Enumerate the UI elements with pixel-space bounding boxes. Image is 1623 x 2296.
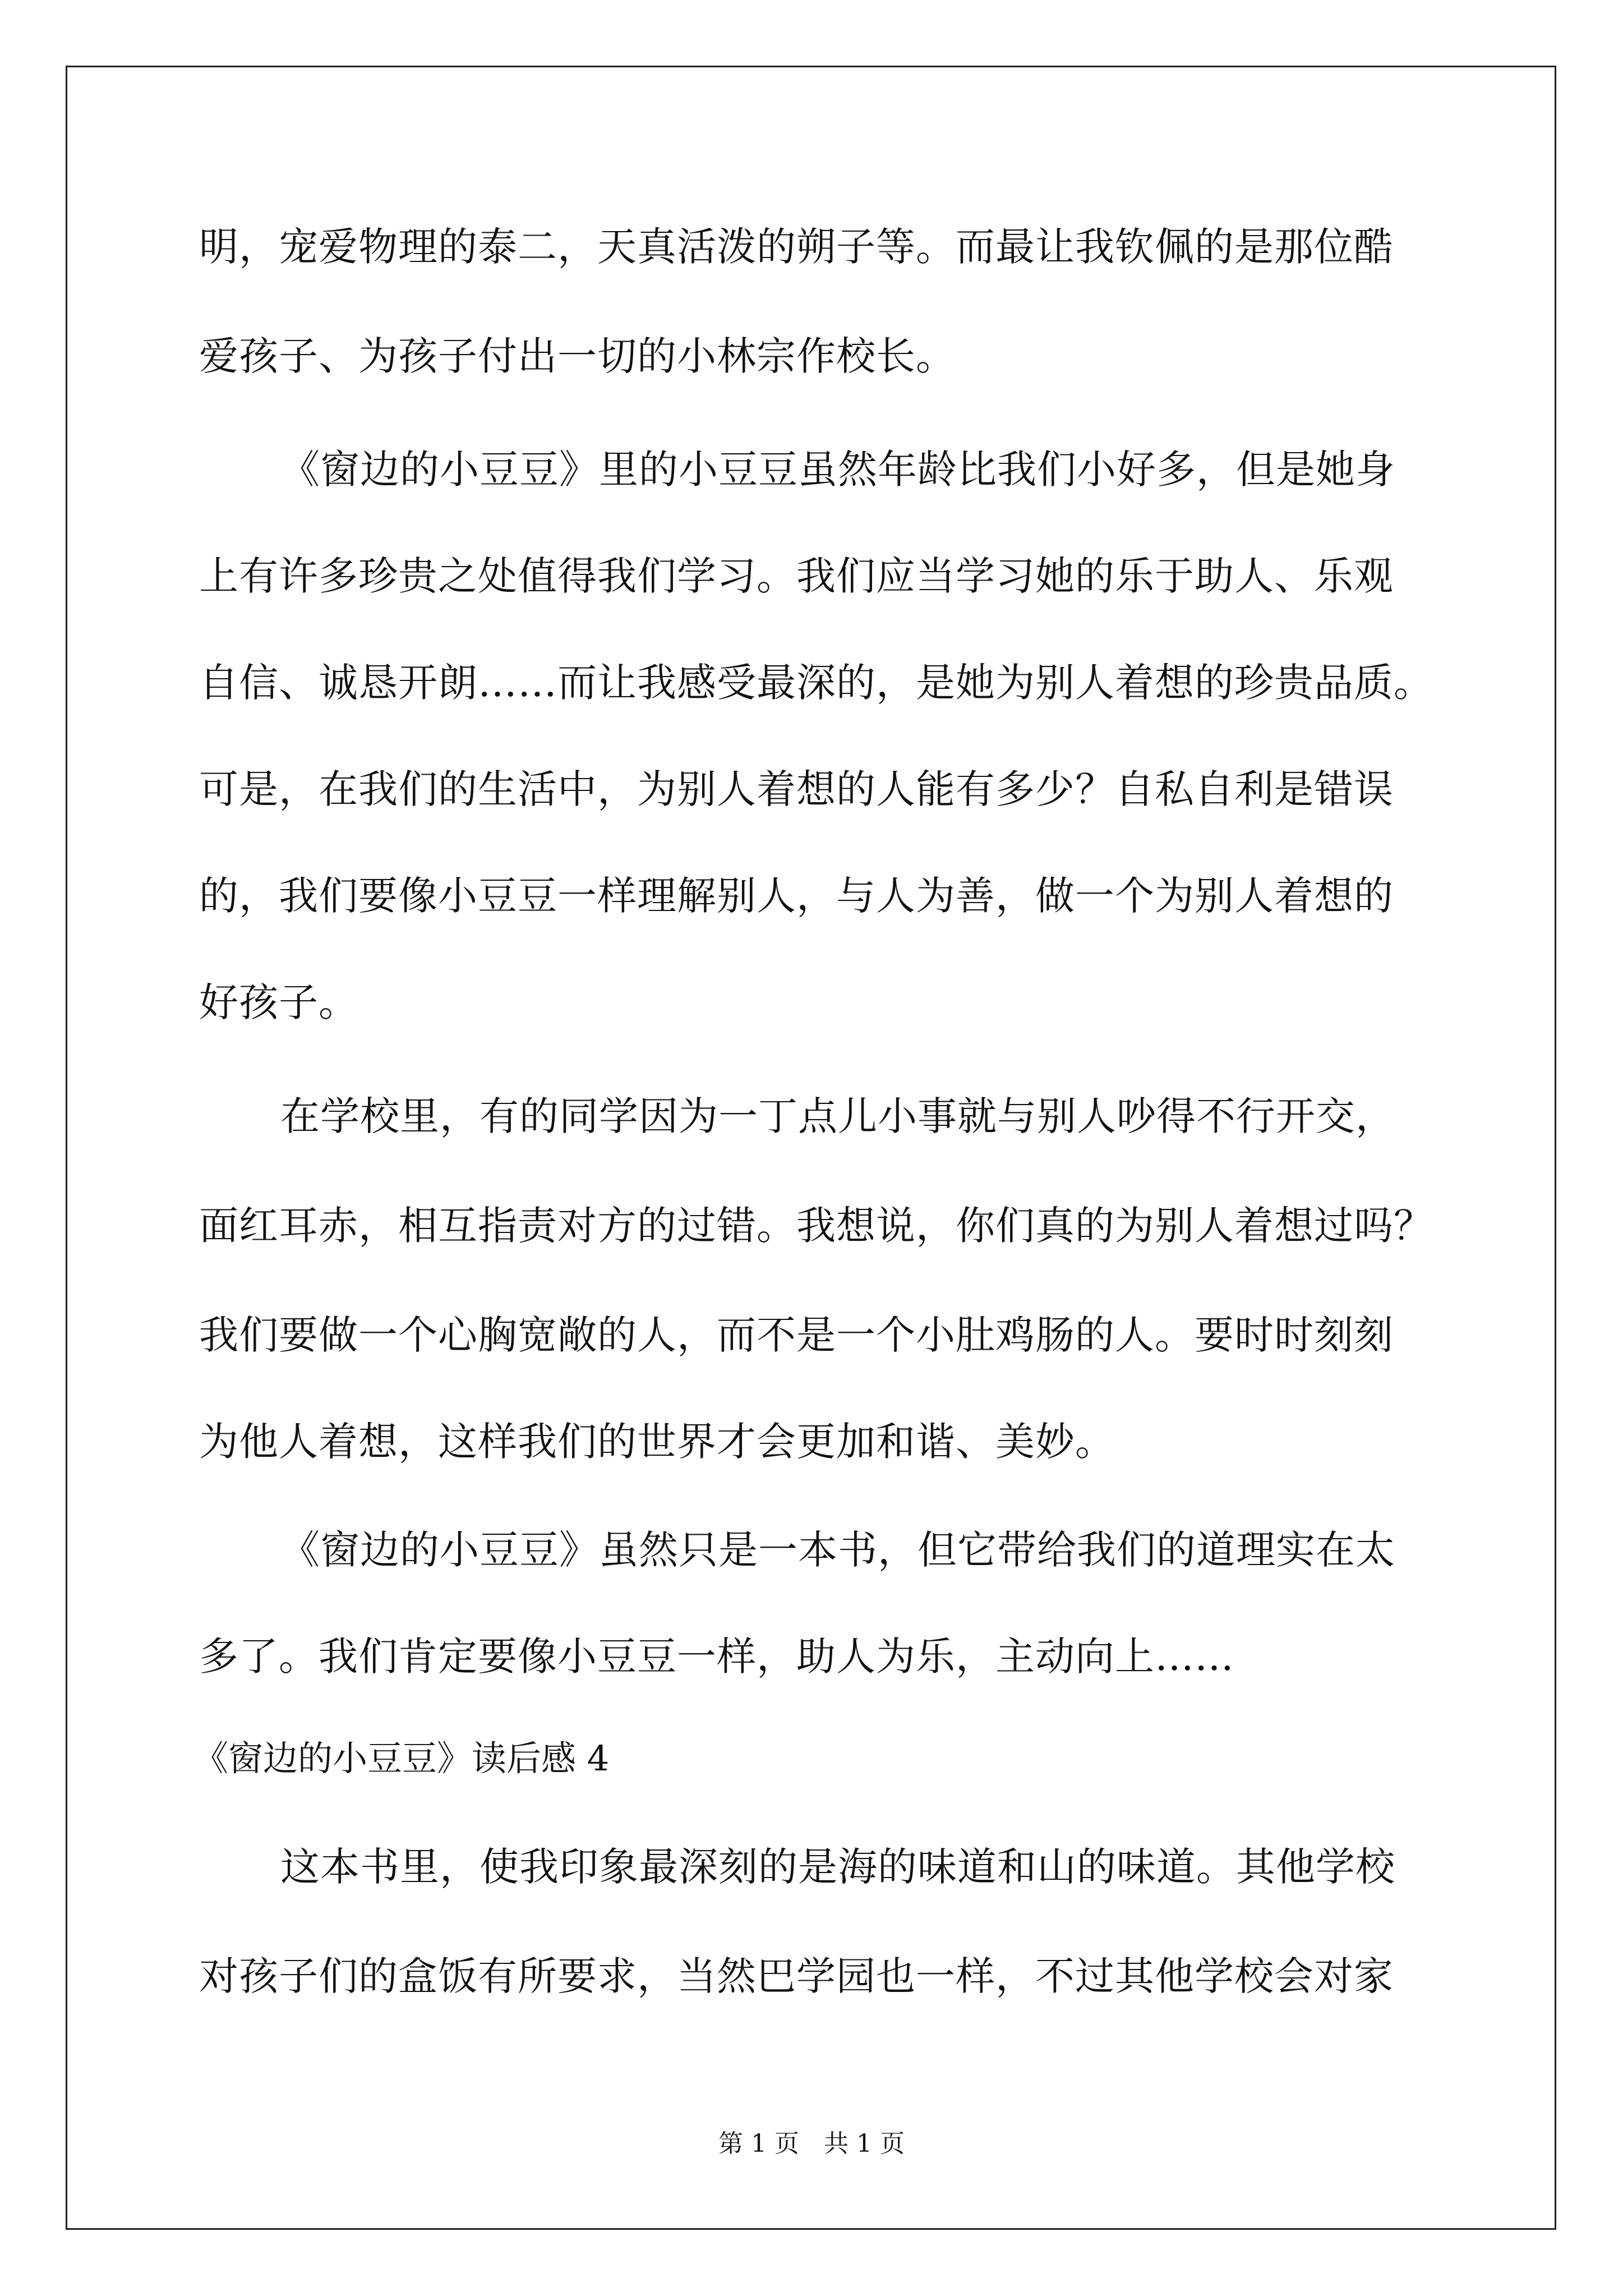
paragraph-line: 这本书里，使我印象最深刻的是海的味道和山的味道。其他学校 — [280, 1844, 1395, 1890]
paragraph-line: 为他人着想，这样我们的世界才会更加和谐、美妙。 — [199, 1419, 1115, 1465]
paragraph-line: 在学校里，有的同学因为一丁点儿小事就与别人吵得不行开交， — [280, 1093, 1395, 1139]
paragraph-line: 好孩子。 — [199, 979, 358, 1025]
paragraph-line: 我们要做一个心胸宽敞的人，而不是一个小肚鸡肠的人。要时时刻刻 — [199, 1312, 1394, 1358]
paragraph-line: 《窗边的小豆豆》虽然只是一本书，但它带给我们的道理实在太 — [280, 1527, 1395, 1573]
page-footer: 第 1 页 共 1 页 — [718, 2129, 905, 2158]
paragraph-line: 上有许多珍贵之处值得我们学习。我们应当学习她的乐于助人、乐观 — [199, 553, 1394, 599]
paragraph-line: 《窗边的小豆豆》里的小豆豆虽然年龄比我们小好多，但是她身 — [280, 447, 1395, 493]
paragraph-line: 爱孩子、为孩子付出一切的小林宗作校长。 — [199, 333, 956, 379]
page-border — [66, 66, 1556, 2230]
paragraph-line: 可是，在我们的生活中，为别人着想的人能有多少？自私自利是错误 — [199, 766, 1394, 812]
paragraph-line: 对孩子们的盒饭有所要求，当然巴学园也一样，不过其他学校会对家 — [199, 1953, 1394, 1999]
paragraph-line: 自信、诚恳开朗……而让我感受最深的，是她为别人着想的珍贵品质。 — [199, 660, 1433, 706]
section-heading: 《窗边的小豆豆》读后感 4 — [193, 1738, 610, 1779]
paragraph-line: 明，宠爱物理的泰二，天真活泼的朔子等。而最让我钦佩的是那位酷 — [199, 224, 1394, 270]
paragraph-line: 的，我们要像小豆豆一样理解别人，与人为善，做一个为别人着想的 — [199, 873, 1394, 919]
paragraph-line: 多了。我们肯定要像小豆豆一样，助人为乐，主动向上…… — [199, 1634, 1234, 1680]
paragraph-line: 面红耳赤，相互指责对方的过错。我想说，你们真的为别人着想过吗？ — [199, 1203, 1433, 1249]
